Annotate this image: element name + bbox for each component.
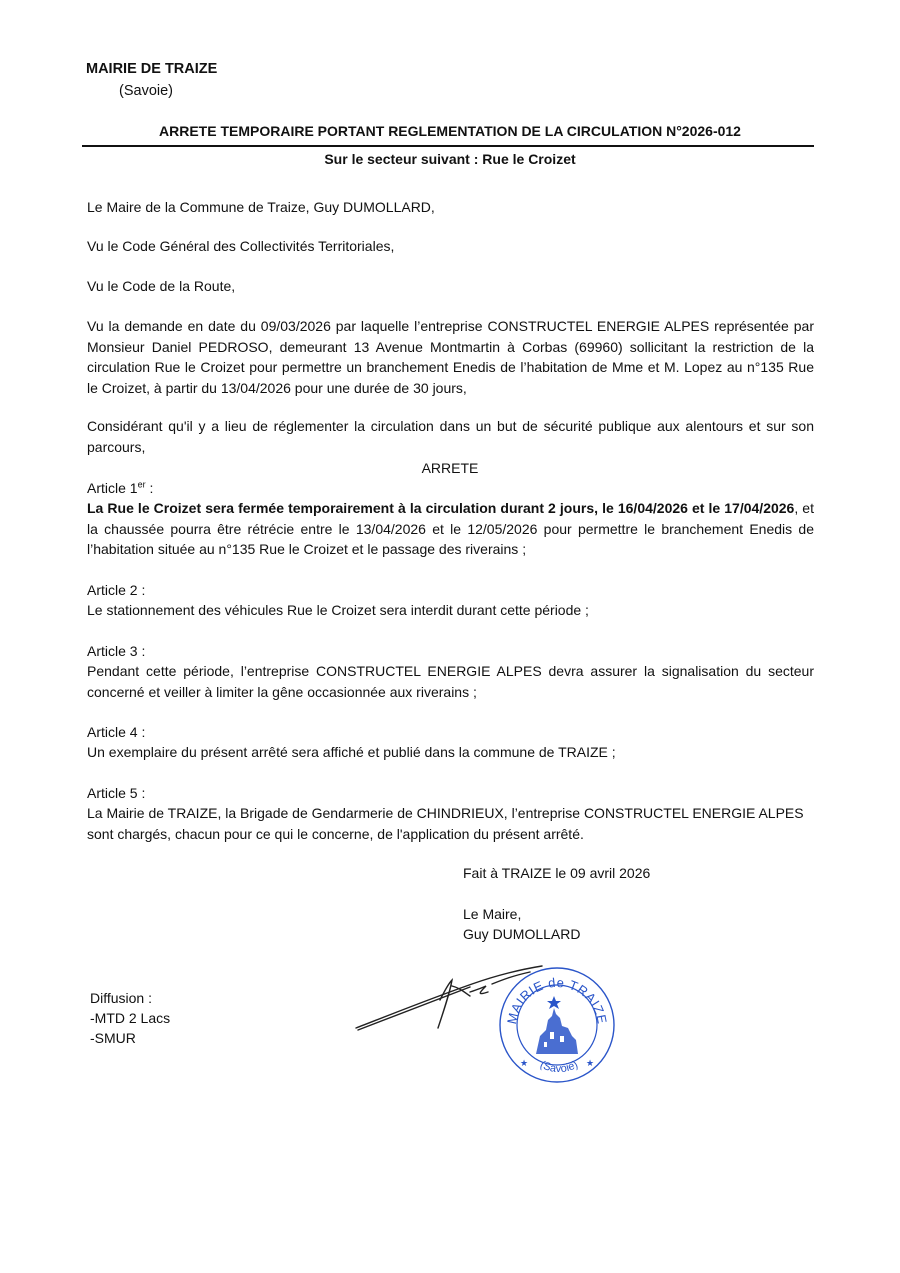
article-1-label-sup: er [137,479,146,490]
signatory-name: Guy DUMOLLARD [463,926,581,942]
article-5-label: Article 5 : [87,785,146,801]
article-1-label-suffix: : [145,480,154,496]
article-1-text [87,498,814,560]
stamp-bottom-text: (Savoie) [537,1058,581,1076]
article-2-label: Article 2 : [87,582,146,598]
preamble-vu-cgct: Vu le Code Général des Collectivités Territoriales, [87,238,395,254]
fait-a: Fait à TRAIZE le 09 avril 2026 [463,865,651,881]
title-divider [82,145,814,147]
svg-text:(Savoie) [538,1059,580,1075]
article-2-text: Le stationnement des véhicules Rue le Croizet sera interdit durant cette période ; [87,602,589,618]
article-1-label-text: Article 1 [87,480,138,496]
svg-text:★: ★ [586,1059,595,1069]
signatory-role: Le Maire, [463,906,522,922]
article-3-label: Article 3 : [87,643,146,659]
article-4-text: Un exemplaire du présent arrêté sera affiché et publié dans la commune de TRAIZE ; [87,744,616,760]
article-1-bold: La Rue le Croizet sera fermée temporairement à la circulation durant 2 jours, le 16/04/2026 et le 17/04/2026 [87,500,795,516]
preamble-vu-route: Vu le Code de la Route, [87,278,236,294]
article-3-text: Pendant cette période, l’entreprise CONSTRUCTEL ENERGIE ALPES devra assurer la signalisation du secteur concerné et veiller à limiter la gêne occasionnée aux riverains ; [87,663,814,700]
preamble-considerant: Considérant qu'il y a lieu de réglementer la circulation dans un but de sécurité publique aux alentours et sur son parcours, [87,418,814,455]
diffusion-label: Diffusion : [90,990,152,1006]
diffusion-item: -SMUR [90,1030,136,1046]
document-subtitle: Sur le secteur suivant : Rue le Croizet [324,151,576,167]
stamp-top-text: MAIRIE de TRAIZE [504,974,610,1026]
article-5-text: La Mairie de TRAIZE, la Brigade de Gendarmerie de CHINDRIEUX, l’entreprise CONSTRUCTEL ENERGIE ALPES sont chargés, chacun pour ce qui le concerne, de l'application du présent arrêté. [87,805,804,842]
article-1-label [87,478,814,499]
preamble-vu-demande: Vu la demande en date du 09/03/2026 par laquelle l’entreprise CONSTRUCTEL ENERGIE ALPES représentée par Monsieur Daniel PEDROSO, demeurant 13 Avenue Montmartin à Corbas (69960) sollicitant la restriction de la circulation Rue le Croizet pour permettre un branchement Enedis de l’habitation de Mme et M. Lopez au n°135 Rue le Croizet, à partir du 13/04/2026 pour une durée de 30 jours, [87,318,814,396]
article-1-rest: , et la chaussée pourra être rétrécie entre le 13/04/2026 et le 12/05/2026 pour permettre le branchement Enedis de l’habitation située au n°135 Rue le Croizet et le passage des riverains ; [87,500,814,557]
article-4-label: Article 4 : [87,724,146,740]
preamble-maire: Le Maire de la Commune de Traize, Guy DUMOLLARD, [87,199,435,215]
mairie-stamp-icon [498,966,616,1084]
diffusion-item: -MTD 2 Lacs [90,1010,171,1026]
arrete-heading: ARRETE [421,460,479,476]
departement: (Savoie) [119,83,173,99]
document-title: ARRETE TEMPORAIRE PORTANT REGLEMENTATION DE LA CIRCULATION N°2026-012 [159,123,741,139]
svg-text:★: ★ [520,1059,529,1069]
mairie-name: MAIRIE DE TRAIZE [86,61,218,77]
